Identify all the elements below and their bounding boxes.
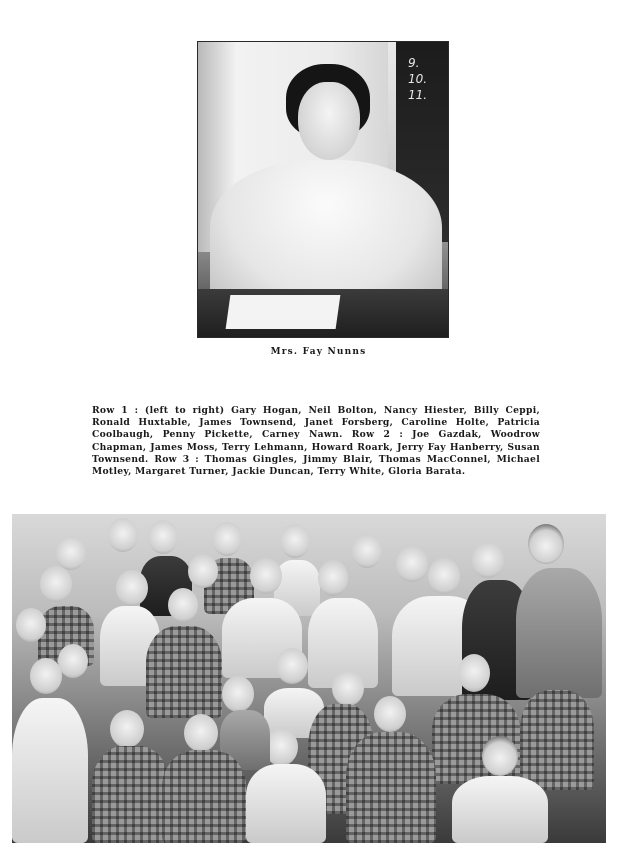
student-head	[188, 554, 218, 588]
student-head	[40, 566, 72, 602]
student-head	[168, 588, 198, 622]
teacher-cardigan	[210, 160, 442, 310]
student-head	[332, 670, 364, 706]
student-head	[528, 524, 564, 564]
student-head	[428, 558, 460, 594]
student-shirt	[246, 764, 326, 843]
student-head	[108, 518, 138, 552]
teacher-photo	[197, 41, 449, 338]
student-head	[396, 546, 428, 582]
student-head	[318, 560, 348, 596]
student-head	[30, 658, 62, 694]
student-shirt	[346, 732, 436, 843]
student-head	[458, 654, 490, 692]
student-head	[374, 696, 406, 732]
student-head	[16, 608, 46, 642]
student-head	[116, 570, 148, 606]
teacher-caption: Mrs. Fay Nunns	[270, 347, 367, 357]
student-shirt	[92, 746, 170, 843]
student-shirt	[146, 626, 222, 718]
board-line-2: 10.	[408, 72, 428, 86]
student-head	[148, 520, 178, 554]
teacher-face	[298, 82, 360, 160]
student-shirt	[452, 776, 548, 843]
student-shirt	[12, 698, 88, 843]
class-photo	[12, 514, 606, 843]
student-shirt	[162, 750, 246, 843]
student-head	[110, 710, 144, 748]
student-roster-caption: Row 1 : (left to right) Gary Hogan, Neil Bolton, Nancy Hiester, Billy Ceppi, Ronald Huxtable, James Townsend, Janet Forsberg, Caroline Holte, Patricia Coolbaugh, Penny Pickette, Carney Nawn. Row 2 : Joe Gazdak, Woodrow Chapman, James Moss, Terry Lehmann, Howard Roark, Jerry Fay Hanberry, Susan Townsend. Row 3 : Thomas Gingles, Jimmy Blair, Thomas MacConnel, Michael Motley, Margaret Turner, Jackie Duncan, Terry White, Gloria Barata.	[92, 405, 540, 478]
student-shirt	[516, 568, 602, 698]
student-head	[352, 534, 382, 568]
student-head	[276, 648, 308, 684]
board-line-3: 11.	[408, 88, 428, 102]
student-head	[280, 524, 310, 558]
student-head	[222, 676, 254, 712]
student-head	[58, 644, 88, 678]
student-head	[212, 522, 242, 556]
student-head	[482, 736, 518, 776]
desk-paper	[226, 295, 341, 329]
student-head	[250, 558, 282, 594]
student-head	[56, 536, 86, 570]
board-line-1: 9.	[408, 56, 420, 70]
student-head	[472, 542, 504, 578]
student-head	[184, 714, 218, 752]
student-skirt	[520, 690, 594, 790]
